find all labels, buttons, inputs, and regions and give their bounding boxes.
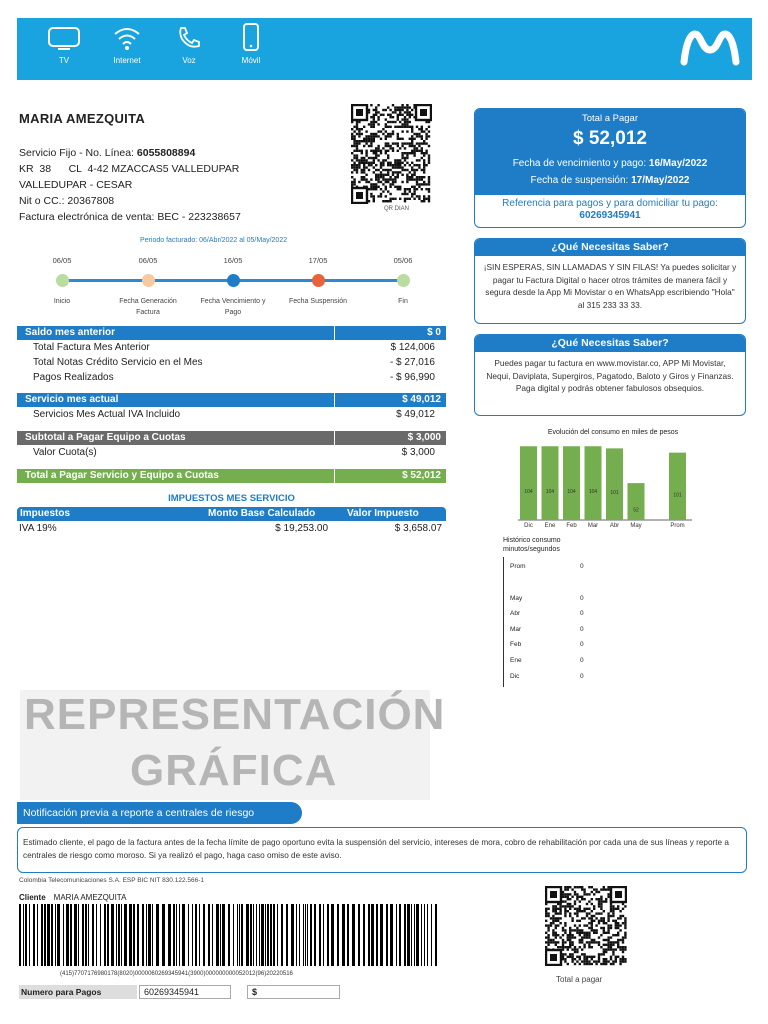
equipment-bar xyxy=(17,431,446,445)
company-info: Colombia Telecomunicaciones S.A. ESP BIC NIT 830.122.566-1 xyxy=(19,877,204,884)
chart-bar xyxy=(563,446,580,520)
history-month: May xyxy=(510,595,523,602)
history-row xyxy=(510,641,600,648)
chart-tick-label: Prom xyxy=(670,523,685,529)
history-row xyxy=(510,626,600,633)
timeline-label: Fecha Vencimiento y Pago xyxy=(200,298,266,316)
prev-balance-value: $ 0 xyxy=(427,327,441,338)
timeline-dot xyxy=(56,274,69,287)
chart-value-label: 101 xyxy=(673,492,682,499)
client-label: Cliente xyxy=(19,893,46,902)
history-row xyxy=(510,657,600,664)
chart-value-label: 104 xyxy=(588,489,598,496)
history-value: 0 xyxy=(580,595,584,602)
pay-number-label: Numero para Pagos xyxy=(19,985,137,999)
reference-label: Referencia para pagos y para domiciliar tu pago: xyxy=(502,198,718,209)
timeline-dot xyxy=(397,274,410,287)
history-month: Abr xyxy=(510,610,521,617)
equipment-value: $ 3,000 xyxy=(407,432,441,443)
reference-number: 60269345941 xyxy=(579,210,641,221)
row-value: - $ 27,016 xyxy=(389,357,435,368)
row-label: Total Factura Mes Anterior xyxy=(33,342,150,353)
current-service-bar xyxy=(17,393,446,407)
chart-bar xyxy=(628,483,645,520)
timeline-date: 06/05 xyxy=(138,256,158,265)
mobile-icon xyxy=(231,22,271,52)
chart-title: Evolución del consumo en miles de pesos xyxy=(547,429,679,436)
chart-value-label: 104 xyxy=(545,489,555,496)
timeline-label: Fecha Suspensión xyxy=(289,298,347,305)
notification-title: Notificación previa a reporte a centrales de riesgo xyxy=(17,802,302,824)
tv-icon xyxy=(44,22,84,52)
header-banner xyxy=(17,18,752,80)
wifi-icon xyxy=(107,22,147,52)
info-box-1-title: ¿Qué Necesitas Saber? xyxy=(475,239,745,256)
billing-period: Periodo facturado: 06/Abr/2022 al 05/May/2022 xyxy=(140,237,288,244)
prev-balance-bar xyxy=(17,326,446,340)
history-row xyxy=(510,673,600,680)
info-box-2-body: Puedes pagar tu factura en www.movistar.co, APP Mi Movistar, Nequi, Daviplata, Supergiros, Pagatodo, Baloto y Giros y Finanzas. Paga digital y podrás obtener fabulosos obsequios. xyxy=(486,358,734,393)
taxes-title: IMPUESTOS MES SERVICIO xyxy=(168,493,295,504)
taxes-header xyxy=(17,507,446,521)
history-value: 0 xyxy=(580,563,584,570)
line-number: 6055808894 xyxy=(136,147,196,159)
history-month: Ene xyxy=(510,657,522,664)
customer-info xyxy=(19,145,241,225)
history-value: 0 xyxy=(580,641,584,648)
nav-tv[interactable] xyxy=(39,22,89,65)
row-label: Servicios Mes Actual IVA Incluido xyxy=(33,409,181,420)
timeline-date: 16/05 xyxy=(223,256,243,265)
history-axis xyxy=(503,557,504,687)
row-label: Pagos Realizados xyxy=(33,372,114,383)
history-value: 0 xyxy=(580,626,584,633)
history-row xyxy=(510,595,600,602)
watermark xyxy=(20,690,446,800)
history-row xyxy=(510,563,600,570)
chart-tick-label: Abr xyxy=(609,523,620,529)
tax-value: $ 3,658.07 xyxy=(394,523,442,534)
pay-number-field[interactable]: 60269345941 xyxy=(139,985,231,999)
chart-tick-label: May xyxy=(630,523,642,529)
watermark-line-1: REPRESENTACIÓN xyxy=(24,690,446,739)
nav-movil-label: Móvil xyxy=(241,56,261,65)
chart-bar xyxy=(585,446,602,520)
phone-icon xyxy=(169,22,209,52)
payment-barcode xyxy=(19,904,439,966)
row-value: - $ 96,990 xyxy=(389,372,435,383)
timeline-label: Fin xyxy=(398,298,408,305)
timeline-date: 17/05 xyxy=(308,256,328,265)
tax-header-base: Monto Base Calculado xyxy=(208,508,316,519)
row-value: $ 3,000 xyxy=(401,447,435,458)
equipment-label: Subtotal a Pagar Equipo a Cuotas xyxy=(25,432,186,443)
info-box-1-body: ¡SIN ESPERAS, SIN LLAMADAS Y SIN FILAS! Ya puedes solicitar y pagar tu Factura Digital o hacer otros trámites de manera fácil y segura desde la App Mi Movistar o en WhatsApp escribiendo "Hola" al 315 233 33 33. xyxy=(483,262,737,310)
nav-movil[interactable] xyxy=(226,22,276,65)
prev-balance-label: Saldo mes anterior xyxy=(25,327,116,338)
current-service-value: $ 49,012 xyxy=(402,394,441,405)
timeline-date: 05/06 xyxy=(393,256,413,265)
timeline-dot xyxy=(142,274,155,287)
current-service-label: Servicio mes actual xyxy=(25,394,119,405)
chart-tick-label: Feb xyxy=(566,523,577,529)
total-title: Total a Pagar xyxy=(582,113,638,124)
tax-header-value: Valor Impuesto xyxy=(347,508,419,519)
qr-dian-code xyxy=(351,104,432,204)
summary-row xyxy=(33,356,435,369)
chart-tick-label: Mar xyxy=(587,523,599,529)
history-value: 0 xyxy=(580,673,584,680)
nav-tv-label: TV xyxy=(58,56,70,65)
nit: Nit o CC.: 20367808 xyxy=(19,195,115,207)
nav-voz-label: Voz xyxy=(182,56,196,65)
due-date: 16/May/2022 xyxy=(648,158,708,169)
total-box xyxy=(474,108,746,228)
history-title: Histórico consumo minutos/segundos xyxy=(503,537,561,553)
history-value: 0 xyxy=(580,657,584,664)
tax-base: $ 19,253.00 xyxy=(275,523,328,534)
chart-bar xyxy=(542,446,559,520)
chart-tick-label: Dic xyxy=(524,523,533,529)
timeline-label: Fecha Generación Factura xyxy=(119,298,177,316)
suspension-date: 17/May/2022 xyxy=(631,175,690,186)
address-line-2: VALLEDUPAR - CESAR xyxy=(19,179,133,191)
nav-internet-label: Internet xyxy=(113,56,141,65)
tax-name: IVA 19% xyxy=(19,523,57,534)
chart-value-label: 104 xyxy=(567,489,576,496)
address-line-1: KR 38 CL 4-42 MZACCAS5 VALLEDUPAR xyxy=(19,163,240,175)
qr-dian-label: QR DIAN xyxy=(384,206,410,212)
due-label: Fecha de vencimiento y pago: xyxy=(512,158,649,169)
chart-tick-label: Ene xyxy=(544,523,556,529)
info-box-2 xyxy=(474,334,746,416)
history-month: Dic xyxy=(510,673,520,680)
chart-bar xyxy=(606,448,623,520)
suspension-label: Fecha de suspensión: xyxy=(530,175,632,186)
history-value: 0 xyxy=(580,610,584,617)
grand-total-value: $ 52,012 xyxy=(402,470,441,481)
grand-total-label: Total a Pagar Servicio y Equipo a Cuotas xyxy=(25,470,219,481)
timeline-label: Inicio xyxy=(53,298,71,305)
timeline-date: 06/05 xyxy=(52,256,72,265)
history-row xyxy=(510,610,600,617)
summary-row xyxy=(33,446,435,459)
chart-bar xyxy=(520,446,537,520)
row-label: Valor Cuota(s) xyxy=(33,447,97,458)
client-line xyxy=(19,893,126,902)
summary-row xyxy=(33,371,435,384)
timeline-dot xyxy=(312,274,325,287)
watermark-line-2: GRÁFICA xyxy=(130,746,338,795)
barcode-number: (415)7707176980178(8020)0000060269345941(3900)000000000052012(96)20220516 xyxy=(60,971,293,977)
nav-internet[interactable] xyxy=(102,22,152,65)
amount-field[interactable]: $ xyxy=(247,985,340,999)
invoice-number: Factura electrónica de venta: BEC - 223238657 xyxy=(19,211,241,223)
summary-row xyxy=(33,341,435,354)
history-month: Mar xyxy=(510,626,522,633)
client-name: MARIA AMEZQUITA xyxy=(53,893,127,902)
line-label: Servicio Fijo - No. Línea: xyxy=(19,147,137,159)
chart-value-label: 52 xyxy=(633,507,639,514)
chart-value-label: 101 xyxy=(610,490,619,497)
grand-total-bar xyxy=(17,469,446,483)
history-month: Feb xyxy=(510,641,522,648)
history-month: Prom xyxy=(510,563,526,570)
movistar-logo xyxy=(680,26,740,66)
payment-qr-code xyxy=(545,886,627,966)
row-value: $ 124,006 xyxy=(390,342,435,353)
consumption-chart xyxy=(512,438,697,530)
nav-voz[interactable] xyxy=(164,22,214,65)
notification-body: Estimado cliente, el pago de la factura antes de la fecha límite de pago oportuno evita la suspensión del servicio, intereses de mora, cobro de rehabilitación por cada una de sus líneas y reporte a centrales de riesgo como moroso. Si ya realizó el pago, haga caso omiso de este aviso. xyxy=(17,827,747,873)
timeline-dot xyxy=(227,274,240,287)
row-label: Total Notas Crédito Servicio en el Mes xyxy=(33,357,203,368)
summary-row xyxy=(33,408,435,421)
row-value: $ 49,012 xyxy=(396,409,435,420)
tax-header-name: Impuestos xyxy=(20,508,71,519)
total-amount: $ 52,012 xyxy=(573,128,647,149)
info-box-1 xyxy=(474,238,746,324)
qr-caption: Total a pagar xyxy=(556,975,603,984)
chart-value-label: 104 xyxy=(524,489,533,496)
info-box-2-title: ¿Qué Necesitas Saber? xyxy=(475,335,745,352)
chart-bar xyxy=(669,453,686,520)
customer-name: MARIA AMEZQUITA xyxy=(19,111,146,126)
